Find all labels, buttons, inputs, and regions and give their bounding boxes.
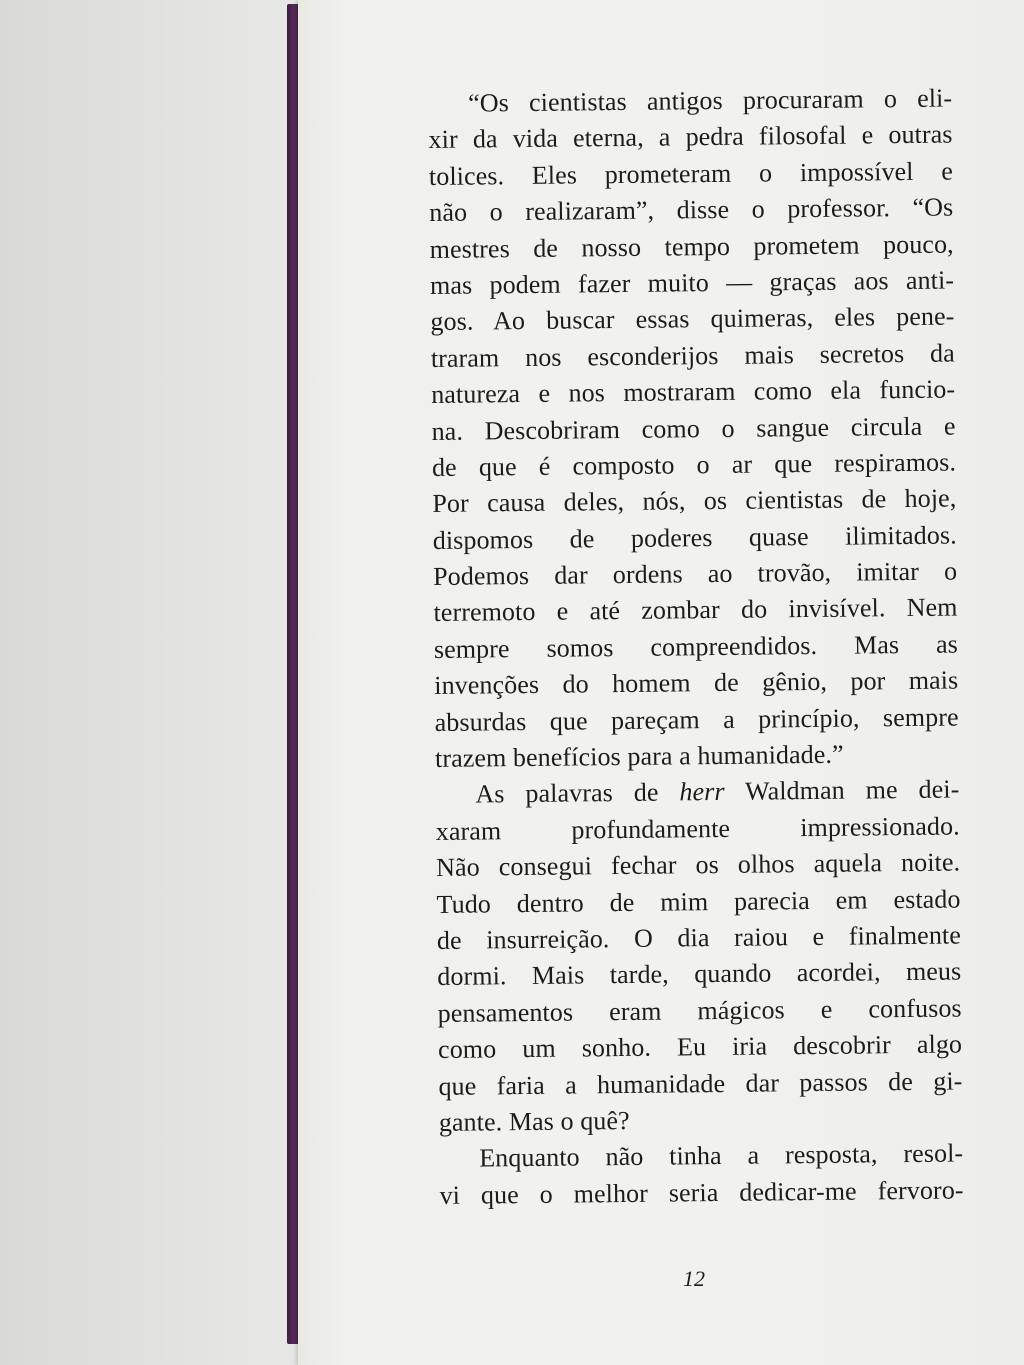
text-line: traram nos esconderijos mais secretos da: [430, 338, 955, 373]
text-line: mas podem fazer muito — graças aos anti-: [429, 265, 955, 300]
text-line: Por causa deles, nós, os cientistas de hoje,: [432, 483, 957, 519]
text-line: vi que o melhor seria dedicar-me fervoro-: [439, 1175, 964, 1210]
text-line: xaram profundamente impressionado.: [435, 811, 960, 846]
text-line: mestres de nosso tempo prometem pouco,: [429, 229, 954, 264]
text-line: Enquanto não tinha a resposta, resol-: [479, 1138, 964, 1173]
text-line: Não consegui fechar os olhos aquela noite.: [436, 847, 961, 883]
text-line: [435, 772, 959, 814]
text-line: dispomos de poderes quase ilimitados.: [432, 520, 957, 555]
text-line: como um sonho. Eu iria descobrir algo: [437, 1029, 963, 1065]
text-line: dormi. Mais tarde, quando acordei, meus: [437, 956, 962, 992]
text-line: “Os cientistas antigos procuraram o eli-: [468, 83, 953, 118]
italic-word: herr: [679, 777, 725, 807]
text-line: não o realizaram”, disse o professor. “Os: [429, 192, 954, 228]
text-run: Waldman me dei-: [724, 774, 960, 807]
text-line: de que é composto o ar que respiramos.: [431, 447, 957, 482]
text-line: trazem benefícios para a humanidade.”: [434, 739, 844, 773]
text-line: Tudo dentro de mim parecia em estado: [436, 884, 961, 919]
text-run: As palavras de: [475, 777, 680, 809]
page-number: 12: [683, 1266, 705, 1291]
text-line: Podemos dar ordens ao trovão, imitar o: [432, 556, 958, 592]
text-line: tolices. Eles prometeram o impossível e: [428, 156, 954, 191]
text-line: terremoto e até zombar do invisível. Nem: [433, 592, 958, 628]
text-line: gante. Mas o quê?: [438, 1105, 630, 1137]
text-line: xir da vida eterna, a pedra filosofal e outras: [428, 119, 953, 155]
text-line: que faria a humanidade dar passos de gi-: [438, 1066, 963, 1101]
text-line: pensamentos eram mágicos e confusos: [437, 993, 962, 1028]
text-line: invenções do homem de gênio, por mais: [434, 665, 959, 701]
text-line: na. Descobriram como o sangue circula e: [431, 411, 956, 446]
text-line: natureza e nos mostraram como ela funcio-: [431, 374, 956, 410]
text-line: absurdas que pareçam a princípio, sempre: [434, 702, 959, 737]
page-text: [428, 81, 964, 1215]
text-line: de insurreição. O dia raiou e finalmente: [436, 920, 962, 955]
text-line: sempre somos compreendidos. Mas as: [433, 629, 959, 664]
text-line: gos. Ao buscar essas quimeras, eles pene-: [430, 301, 955, 337]
